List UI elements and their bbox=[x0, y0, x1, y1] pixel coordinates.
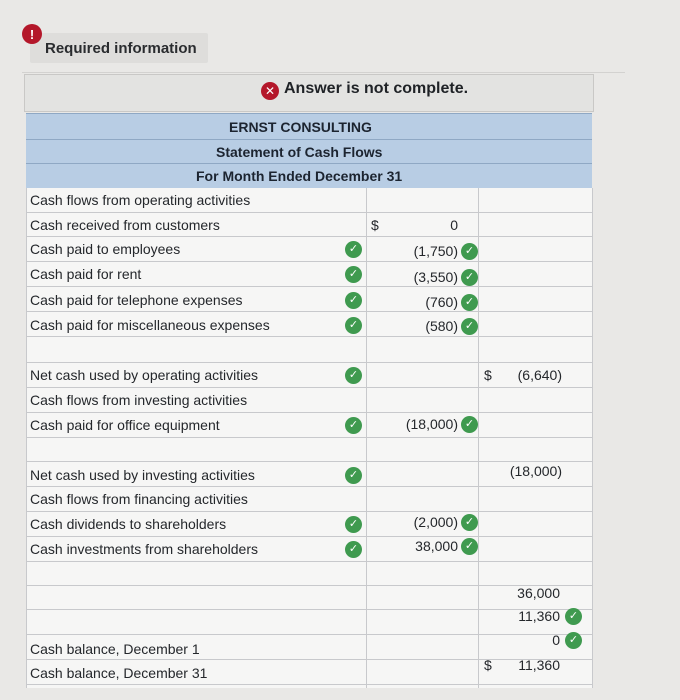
misc-amount[interactable]: (580) bbox=[425, 318, 458, 334]
end-balance-currency: $ bbox=[484, 657, 492, 673]
net-operating-total[interactable]: (6,640) bbox=[517, 367, 562, 383]
operating-section-label: Cash flows from operating activities bbox=[30, 192, 251, 208]
row-divider bbox=[26, 486, 592, 487]
row-divider bbox=[26, 461, 592, 462]
customers-currency: $ bbox=[371, 217, 379, 233]
row-divider bbox=[26, 561, 592, 562]
net-change-total[interactable]: 11,360 bbox=[518, 608, 560, 624]
error-x-icon: ✕ bbox=[261, 82, 279, 100]
rent-amount[interactable]: (3,550) bbox=[413, 269, 458, 285]
dividends-amount-check-icon: ✓ bbox=[461, 514, 478, 531]
customers-amount[interactable]: 0 bbox=[450, 217, 458, 233]
company-name: ERNST CONSULTING bbox=[229, 118, 372, 135]
row-divider bbox=[26, 387, 592, 388]
begin-balance-check-icon: ✓ bbox=[565, 632, 582, 649]
row-divider bbox=[26, 437, 592, 438]
col-divider bbox=[366, 188, 367, 688]
equipment-amount[interactable]: (18,000) bbox=[405, 416, 458, 432]
row-divider bbox=[26, 336, 592, 337]
employees-label[interactable]: Cash paid to employees bbox=[30, 241, 181, 257]
net-operating-label-check-icon: ✓ bbox=[345, 367, 362, 384]
telephone-label-check-icon: ✓ bbox=[345, 292, 362, 309]
end-balance-label[interactable]: Cash balance, December 31 bbox=[30, 665, 208, 681]
begin-balance-label[interactable]: Cash balance, December 1 bbox=[30, 641, 200, 657]
row-divider bbox=[26, 511, 592, 512]
row-divider bbox=[26, 236, 592, 237]
equipment-label[interactable]: Cash paid for office equipment bbox=[30, 417, 220, 433]
financing-total[interactable]: 36,000 bbox=[517, 585, 560, 601]
equipment-amount-check-icon: ✓ bbox=[461, 416, 478, 433]
investments-amount-check-icon: ✓ bbox=[461, 538, 478, 555]
answer-status-text: Answer is not complete. bbox=[284, 80, 469, 97]
investing-section-label: Cash flows from investing activities bbox=[30, 392, 248, 408]
telephone-label[interactable]: Cash paid for telephone expenses bbox=[30, 292, 243, 308]
dividends-label[interactable]: Cash dividends to shareholders bbox=[30, 516, 227, 532]
telephone-amount-check-icon: ✓ bbox=[461, 294, 478, 311]
statement-title: Statement of Cash Flows bbox=[216, 143, 383, 160]
customers-label[interactable]: Cash received from customers bbox=[30, 217, 220, 233]
statement-period: For Month Ended December 31 bbox=[196, 168, 403, 184]
net-change-check-icon: ✓ bbox=[565, 608, 582, 625]
col-divider bbox=[592, 188, 593, 688]
investments-amount[interactable]: 38,000 bbox=[415, 538, 458, 554]
net-investing-total[interactable]: (18,000) bbox=[509, 463, 562, 479]
equipment-label-check-icon: ✓ bbox=[345, 417, 362, 434]
row-divider bbox=[26, 684, 592, 685]
dividends-amount[interactable]: (2,000) bbox=[413, 514, 458, 530]
col-divider bbox=[478, 188, 479, 688]
misc-label-check-icon: ✓ bbox=[345, 317, 362, 334]
statement-company-header bbox=[26, 113, 592, 139]
rent-label[interactable]: Cash paid for rent bbox=[30, 266, 142, 282]
employees-amount[interactable]: (1,750) bbox=[413, 243, 458, 259]
row-divider bbox=[26, 311, 592, 312]
row-divider bbox=[26, 536, 592, 537]
net-investing-label-check-icon: ✓ bbox=[345, 467, 362, 484]
alert-icon: ! bbox=[22, 24, 42, 44]
end-balance-total[interactable]: 11,360 bbox=[518, 657, 560, 673]
col-divider bbox=[26, 188, 27, 688]
employees-amount-check-icon: ✓ bbox=[461, 243, 478, 260]
telephone-amount[interactable]: (760) bbox=[425, 294, 458, 310]
row-divider bbox=[26, 412, 592, 413]
required-info-title: Required information bbox=[45, 40, 197, 57]
misc-label[interactable]: Cash paid for miscellaneous expenses bbox=[30, 317, 270, 333]
investments-label[interactable]: Cash investments from shareholders bbox=[30, 541, 258, 557]
row-divider bbox=[26, 286, 592, 287]
net-operating-currency: $ bbox=[484, 367, 492, 383]
rent-amount-check-icon: ✓ bbox=[461, 269, 478, 286]
employees-label-check-icon: ✓ bbox=[345, 241, 362, 258]
row-divider bbox=[26, 261, 592, 262]
statement-period-header bbox=[26, 163, 592, 188]
net-operating-label[interactable]: Net cash used by operating activities bbox=[30, 367, 259, 383]
net-investing-label[interactable]: Net cash used by investing activities bbox=[30, 467, 255, 483]
row-divider bbox=[26, 362, 592, 363]
row-divider bbox=[26, 212, 592, 213]
investments-label-check-icon: ✓ bbox=[345, 541, 362, 558]
dividends-label-check-icon: ✓ bbox=[345, 516, 362, 533]
financing-section-label: Cash flows from financing activities bbox=[30, 491, 248, 507]
begin-balance-total[interactable]: 0 bbox=[552, 632, 560, 648]
divider bbox=[22, 72, 625, 73]
rent-label-check-icon: ✓ bbox=[345, 266, 362, 283]
misc-amount-check-icon: ✓ bbox=[461, 318, 478, 335]
statement-title-header bbox=[26, 139, 592, 163]
